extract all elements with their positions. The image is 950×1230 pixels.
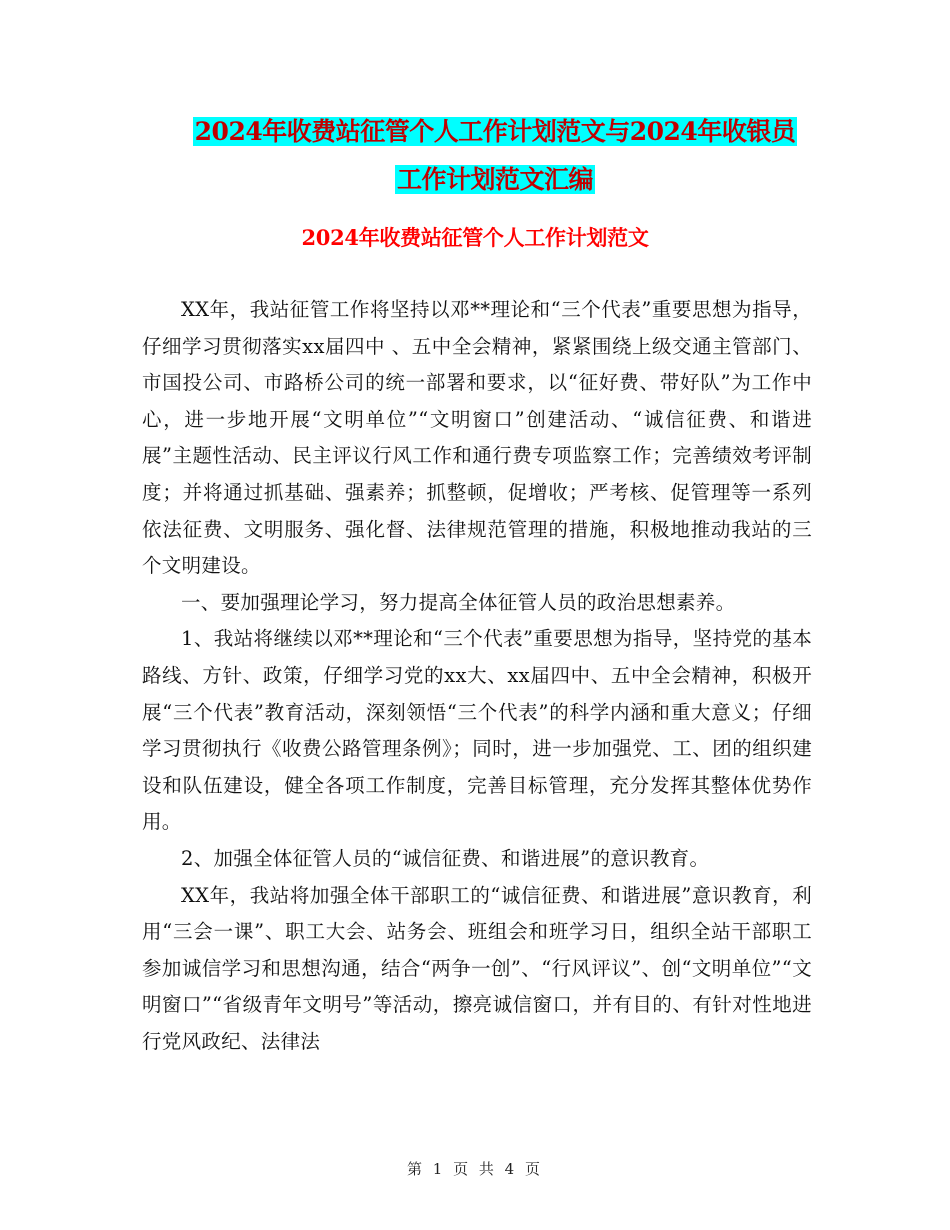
paragraph: XX年，我站征管工作将坚持以邓**理论和“三个代表”重要思想为指导，仔细学习贯彻落实xx届四中 、五中全会精神，紧紧围绕上级交通主管部门、市国投公司、市路桥公司的统一部署和要求，以“征好费、带好队”为工作中心，进一步地开展“文明单位”“文明窗口”创建活动、“诚信征费、和谐进展”主题性活动、民主评议行风工作和通行费专项监察工作；完善绩效考评制度；并将通过抓基础、强素养；抓整顿，促增收；严考核、促管理等一系列依法征费、文明服务、强化督、法律规范管理的措施，积极地推动我站的三个文明建设。 xyxy=(142,298,812,578)
paragraph: 2、加强全体征管人员的“诚信征费、和谐进展”的意识教育。 xyxy=(181,846,710,870)
paragraph: 一、要加强理论学习，努力提高全体征管人员的政治思想素养。 xyxy=(181,590,736,614)
document-body xyxy=(142,292,812,1060)
document-title-line-1: 2024年收费站征管个人工作计划范文与2024年收银员 xyxy=(194,117,796,146)
document-title xyxy=(140,108,850,204)
paragraph: XX年，我站将加强全体干部职工的“诚信征费、和谐进展”意识教育，利用“三会一课”、职工大会、站务会、班组会和班学习日，组织全站干部职工参加诚信学习和思想沟通，结合“两争一创”、“行风评议”、创“文明单位”“文明窗口”“省级青年文明号”等活动，擦亮诚信窗口，并有目的、有针对性地进行党风政纪、法律法 xyxy=(142,883,812,1053)
section-title: 2024年收费站征管个人工作计划范文 xyxy=(301,225,649,250)
page-footer: 第 1 页 共 4 页 xyxy=(407,1160,543,1178)
document-title-line-2: 工作计划范文汇编 xyxy=(396,165,593,194)
paragraph: 1、我站将继续以邓**理论和“三个代表”重要思想为指导，坚持党的基本路线、方针、政策，仔细学习党的xx大、xx届四中、五中全会精神，积极开展“三个代表”教育活动，深刻领悟“三个代表”的科学内涵和重大意义；仔细学习贯彻执行《收费公路管理条例》；同时，进一步加强党、工、团的组织建设和队伍建设，健全各项工作制度，完善目标管理，充分发挥其整体优势作用。 xyxy=(142,627,812,834)
